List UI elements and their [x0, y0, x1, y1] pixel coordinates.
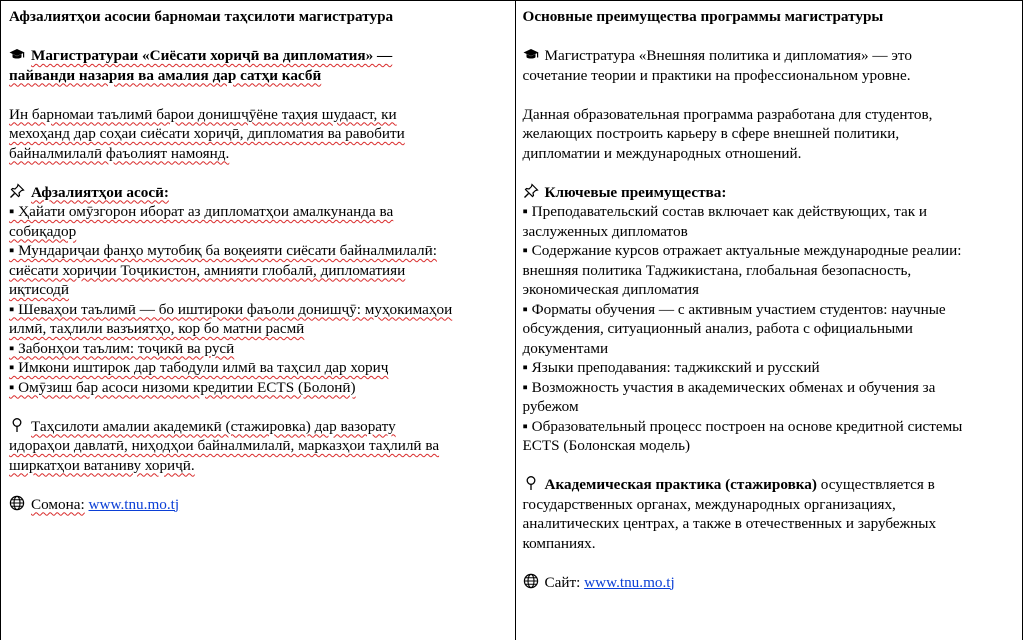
pushpin-icon: [523, 183, 539, 199]
right-bullet-line: рубежом: [522, 398, 579, 415]
left-intro-heading: Магистратураи «Сиёсати хориҷӣ ва дипломатия» —: [9, 46, 507, 66]
left-intro-line-1: Ин барномаи таълимӣ барои донишҷӯёне таҳия шудааст, ки: [9, 105, 397, 123]
right-bullet-line: ▪ Языки преподавания: таджикский и русский: [522, 359, 820, 376]
right-advantages-heading: Ключевые преимущества:: [523, 183, 1015, 203]
left-bullet-line: ▪ Имкони иштирок дар табодули илмӣ ва таҳсил дар хориҷ: [9, 359, 389, 376]
graduation-cap-icon: [9, 46, 25, 62]
left-bullet-line: ▪ Омӯзиш бар асоси низоми кредитии ECTS (Болонӣ): [9, 378, 356, 396]
left-bullet-line: ▪ Мундариҷаи фанҳо мутобиқ ба воқеияти сиёсати байналмилалӣ:: [9, 242, 437, 259]
left-website-link[interactable]: www.tnu.mo.tj: [88, 495, 180, 513]
left-advantages-heading: Афзалиятҳои асосӣ:: [9, 183, 507, 203]
tajik-column: [1, 1, 516, 640]
right-para-line-3: дипломатии и международных отношений.: [522, 144, 802, 162]
globe-icon: [523, 573, 539, 589]
right-bullet-line: экономическая дипломатия: [522, 281, 700, 298]
left-practice-line-1: Таҳсилоти амалии академикӣ (стажировка) дар вазорату: [9, 417, 507, 437]
right-practice-line-4: компаниях.: [522, 534, 596, 552]
left-website-label: Сомона:: [31, 495, 85, 513]
left-bullet-line: ▪ Ҳайати омӯзгорон иборат аз дипломатҳои амалкунанда ва: [9, 203, 394, 220]
right-website-link[interactable]: www.tnu.mo.tj: [584, 573, 675, 591]
right-website-label: Сайт:: [544, 573, 581, 591]
russian-column: [516, 1, 1024, 640]
right-bullet-line: ▪ Образовательный процесс построен на основе кредитной системы: [522, 417, 963, 435]
left-bullet-line: ▪ Забонҳои таълим: тоҷикӣ ва русӣ: [9, 339, 235, 357]
left-intro-heading-line2: пайванди назария ва амалия дар сатҳи касбӣ: [9, 66, 322, 84]
left-bullet-line: ▪ Шеваҳои таълимӣ — бо иштироки фаъоли донишҷӯ: муҳокимаҳои: [9, 300, 453, 318]
left-practice-line-2: идораҳои давлатӣ, ниҳодҳои байналмилалӣ, марказҳои таҳлилӣ ва: [9, 437, 440, 454]
location-pin-icon: [9, 417, 25, 433]
left-practice-line-3: ширкатҳои ватаниву хориҷӣ.: [9, 456, 195, 474]
left-bullet-line: илмӣ, таҳлили вазъиятҳо, кор бо матни расмӣ: [9, 320, 305, 337]
right-para-line-2: желающих построить карьеру в сфере внешней политики,: [522, 125, 900, 142]
right-bullet-line: внешняя политика Таджикистана, глобальная безопасность,: [522, 261, 912, 279]
location-pin-icon: [523, 475, 539, 491]
right-bullet-line: ECTS (Болонская модель): [522, 437, 691, 454]
right-bullet-line: документами: [522, 339, 609, 357]
graduation-cap-icon: [523, 46, 539, 62]
globe-icon: [9, 495, 25, 511]
right-practice-line-1: Академическая практика (стажировка) осуществляется в: [523, 475, 1015, 495]
right-bullet-line: ▪ Форматы обучения — с активным участием студентов: научные: [522, 300, 946, 318]
right-column-title: Основные преимущества программы магистратуры: [522, 8, 884, 25]
right-website-line: [523, 573, 1015, 593]
left-intro-line-2: мехоҳанд дар соҳаи сиёсати хориҷӣ, дипломатия ва равобити: [9, 125, 405, 142]
right-bullet-line: ▪ Содержание курсов отражает актуальные международные реалии:: [522, 242, 962, 259]
left-bullet-line: собиқадор: [9, 222, 77, 240]
left-intro-line-3: байналмилалӣ фаъолият намоянд.: [9, 144, 230, 162]
right-practice-line-2: государственных органах, международных организациях,: [522, 495, 896, 513]
right-intro-line-2: сочетание теории и практики на профессиональном уровне.: [522, 66, 911, 84]
left-bullet-line: иқтисодӣ: [9, 281, 70, 298]
pushpin-icon: [9, 183, 25, 199]
right-bullet-line: обсуждения, ситуационный анализ, работа с официальными: [522, 320, 913, 337]
right-bullet-line: ▪ Возможность участия в академических обменах и обучения за: [522, 378, 936, 396]
right-intro-line-1: Магистратура «Внешняя политика и дипломатия» — это: [523, 46, 1015, 66]
left-column-title: Афзалиятҳои асосии барномаи таҳсилоти магистратура: [9, 8, 394, 25]
right-practice-line-3: аналитических центрах, а также в отечественных и зарубежных: [522, 515, 937, 532]
right-bullet-line: ▪ Преподавательский состав включает как действующих, так и: [522, 203, 928, 220]
left-website-line: [9, 495, 507, 515]
right-para-line-1: Данная образовательная программа разработана для студентов,: [522, 105, 933, 123]
left-bullet-line: сиёсати хориҷии Тоҷикистон, амнияти глобалӣ, дипломатияи: [9, 261, 406, 279]
right-bullet-line: заслуженных дипломатов: [522, 222, 688, 240]
